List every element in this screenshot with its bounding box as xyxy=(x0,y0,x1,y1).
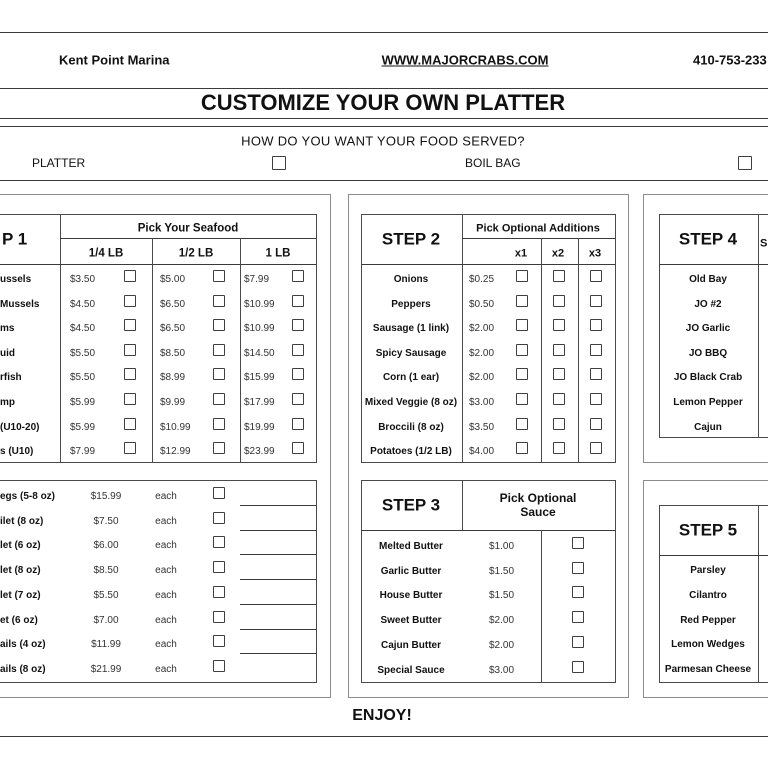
seafood-checkbox[interactable] xyxy=(292,270,304,282)
sauce-item-price: $1.50 xyxy=(489,590,515,602)
seafood-price: $5.50 xyxy=(70,372,96,384)
sauce-item-name: Melted Butter xyxy=(379,541,443,552)
extra-item-unit: each xyxy=(155,565,177,577)
sauce-item-price: $2.00 xyxy=(489,615,515,627)
seafood-price: $14.50 xyxy=(244,347,275,359)
seafood-price: $6.50 xyxy=(160,323,186,335)
quantity-blank-line xyxy=(240,505,316,506)
serving-question: HOW DO YOU WANT YOUR FOOD SERVED? xyxy=(241,133,525,149)
addition-checkbox[interactable] xyxy=(553,295,565,307)
addition-checkbox[interactable] xyxy=(516,344,528,356)
addition-checkbox[interactable] xyxy=(590,295,602,307)
divider xyxy=(0,264,316,265)
seafood-checkbox[interactable] xyxy=(213,393,225,405)
seafood-checkbox[interactable] xyxy=(124,442,136,454)
sauce-checkbox[interactable] xyxy=(572,661,584,673)
seafood-checkbox[interactable] xyxy=(292,368,304,380)
divider xyxy=(462,480,463,530)
seasoning-item-name: JO Black Crab xyxy=(673,372,743,384)
seafood-price: $3.50 xyxy=(70,274,96,285)
platter-checkbox[interactable] xyxy=(272,156,286,170)
divider xyxy=(462,214,463,462)
step2-label: STEP 2 xyxy=(381,229,441,249)
quantity-blank-line xyxy=(240,629,316,630)
divider xyxy=(0,118,768,119)
addition-checkbox[interactable] xyxy=(553,368,565,380)
addition-checkbox[interactable] xyxy=(553,270,565,282)
quantity-blank-line xyxy=(240,604,316,605)
step3-heading: Pick Optional Sauce xyxy=(499,491,577,519)
addition-item-price: $2.00 xyxy=(469,347,495,359)
addition-checkbox[interactable] xyxy=(516,368,528,380)
seafood-price: $10.99 xyxy=(244,298,275,310)
sauce-item-price: $2.00 xyxy=(489,639,515,651)
boil-bag-checkbox[interactable] xyxy=(738,156,752,170)
seafood-checkbox[interactable] xyxy=(124,368,136,380)
seasoning-item-name: JO #2 xyxy=(694,298,722,310)
divider xyxy=(758,214,759,437)
addition-item-price: $3.00 xyxy=(469,397,495,408)
addition-checkbox[interactable] xyxy=(590,393,602,405)
seafood-price: $6.50 xyxy=(160,298,186,310)
extra-item-price: $5.50 xyxy=(93,589,119,601)
addition-checkbox[interactable] xyxy=(553,393,565,405)
quantity-blank-line xyxy=(240,554,316,555)
seafood-item-name: Mussels xyxy=(0,298,40,310)
seafood-checkbox[interactable] xyxy=(124,270,136,282)
addition-item-name: Mixed Veggie (8 oz) xyxy=(364,397,458,408)
addition-item-name: Spicy Sausage xyxy=(375,347,447,359)
seafood-checkbox[interactable] xyxy=(292,319,304,331)
seafood-item-name: ms xyxy=(0,323,15,335)
extra-item-name: let (7 oz) xyxy=(0,589,41,601)
seafood-checkbox[interactable] xyxy=(213,319,225,331)
extra-item-checkbox[interactable] xyxy=(213,512,225,524)
extra-item-checkbox[interactable] xyxy=(213,536,225,548)
extra-item-name: let (6 oz) xyxy=(0,540,41,552)
seafood-price: $10.99 xyxy=(160,421,191,433)
column-header-x3: x3 xyxy=(588,247,602,260)
addition-checkbox[interactable] xyxy=(590,344,602,356)
seafood-checkbox[interactable] xyxy=(213,344,225,356)
seasoning-item-name: Lemon Pepper xyxy=(673,397,743,408)
extra-item-unit: each xyxy=(155,491,177,502)
sauce-checkbox[interactable] xyxy=(572,611,584,623)
extra-item-price: $7.00 xyxy=(93,614,119,626)
garnish-item-name: Lemon Wedges xyxy=(671,639,745,651)
seafood-price: $7.99 xyxy=(244,274,270,285)
seafood-checkbox[interactable] xyxy=(213,418,225,430)
quantity-blank-line xyxy=(240,579,316,580)
addition-checkbox[interactable] xyxy=(553,418,565,430)
seafood-checkbox[interactable] xyxy=(124,295,136,307)
extra-item-unit: each xyxy=(155,515,177,527)
sauce-item-name: Garlic Butter xyxy=(380,565,442,577)
divider xyxy=(361,264,615,265)
seafood-checkbox[interactable] xyxy=(124,393,136,405)
extra-item-unit: each xyxy=(155,614,177,626)
seafood-checkbox[interactable] xyxy=(124,418,136,430)
seafood-item-name: ussels xyxy=(0,274,32,285)
extra-item-checkbox[interactable] xyxy=(213,487,225,499)
extra-item-name: let (8 oz) xyxy=(0,565,41,577)
sauce-checkbox[interactable] xyxy=(572,562,584,574)
addition-checkbox[interactable] xyxy=(590,368,602,380)
garnish-item-name: Parsley xyxy=(690,565,726,576)
seafood-checkbox[interactable] xyxy=(213,368,225,380)
seafood-checkbox[interactable] xyxy=(124,319,136,331)
quantity-blank-line xyxy=(240,530,316,531)
seafood-checkbox[interactable] xyxy=(213,442,225,454)
seafood-checkbox[interactable] xyxy=(292,393,304,405)
website-link[interactable]: WWW.MAJORCRABS.COM xyxy=(381,52,549,68)
seafood-price: $12.99 xyxy=(160,446,191,458)
seasoning-item-name: JO BBQ xyxy=(688,347,728,359)
addition-item-name: Broccili (8 oz) xyxy=(378,421,444,433)
sauce-item-name: Special Sauce xyxy=(377,664,445,676)
phone-number: 410-753-233 xyxy=(693,52,767,68)
divider xyxy=(541,530,542,682)
seafood-price: $9.99 xyxy=(160,397,186,408)
seafood-price: $17.99 xyxy=(244,397,275,408)
sauce-item-name: Cajun Butter xyxy=(381,639,441,651)
divider xyxy=(0,126,768,127)
extra-item-checkbox[interactable] xyxy=(213,635,225,647)
addition-checkbox[interactable] xyxy=(590,442,602,454)
seafood-item-name: rfish xyxy=(0,372,22,384)
addition-checkbox[interactable] xyxy=(516,442,528,454)
addition-checkbox[interactable] xyxy=(553,344,565,356)
addition-item-price: $2.00 xyxy=(469,372,495,384)
extra-item-name: ails (8 oz) xyxy=(0,663,46,675)
seafood-checkbox[interactable] xyxy=(292,344,304,356)
extra-item-price: $6.00 xyxy=(93,540,119,552)
extra-item-unit: each xyxy=(155,589,177,601)
seafood-price: $5.50 xyxy=(70,347,96,359)
extra-item-checkbox[interactable] xyxy=(213,611,225,623)
seafood-checkbox[interactable] xyxy=(213,270,225,282)
divider xyxy=(758,505,759,682)
seafood-price: $19.99 xyxy=(244,421,275,433)
step4-label: STEP 4 xyxy=(678,229,738,249)
seafood-price: $7.99 xyxy=(70,446,96,458)
divider xyxy=(60,214,61,462)
addition-checkbox[interactable] xyxy=(516,270,528,282)
divider xyxy=(0,180,768,181)
divider xyxy=(240,238,241,462)
seafood-price: $5.00 xyxy=(160,274,186,285)
extra-item-name: ails (4 oz) xyxy=(0,639,46,651)
sauce-item-price: $1.00 xyxy=(489,541,515,552)
column-header-one-lb: 1 LB xyxy=(265,247,291,260)
sauce-checkbox[interactable] xyxy=(572,537,584,549)
garnish-item-name: Parmesan Cheese xyxy=(664,664,752,676)
divider xyxy=(462,238,615,239)
divider xyxy=(541,238,542,462)
seafood-checkbox[interactable] xyxy=(292,418,304,430)
serving-option-platter-label: PLATTER xyxy=(32,156,86,170)
extra-item-name: et (6 oz) xyxy=(0,614,38,626)
extra-item-unit: each xyxy=(155,639,177,651)
seafood-price: $8.99 xyxy=(160,372,186,384)
step1-heading: Pick Your Seafood xyxy=(137,222,239,235)
extra-item-name: egs (5-8 oz) xyxy=(0,491,56,502)
quantity-blank-line xyxy=(240,653,316,654)
extra-item-checkbox[interactable] xyxy=(213,561,225,573)
garnish-item-name: Red Pepper xyxy=(680,614,736,626)
addition-checkbox[interactable] xyxy=(516,319,528,331)
seafood-item-name: mp xyxy=(0,397,15,408)
extra-item-price: $8.50 xyxy=(93,565,119,577)
seafood-price: $8.50 xyxy=(160,347,186,359)
sauce-checkbox[interactable] xyxy=(572,586,584,598)
step5-label: STEP 5 xyxy=(678,520,738,540)
divider xyxy=(0,88,768,89)
addition-checkbox[interactable] xyxy=(590,270,602,282)
addition-checkbox[interactable] xyxy=(590,418,602,430)
extra-item-unit: each xyxy=(155,540,177,552)
divider xyxy=(361,530,615,531)
seafood-price: $4.50 xyxy=(70,298,96,310)
location-name: Kent Point Marina xyxy=(59,52,170,68)
seafood-price: $5.99 xyxy=(70,397,96,408)
seafood-price: $15.99 xyxy=(244,372,275,384)
addition-item-price: $4.00 xyxy=(469,446,495,458)
step3-label: STEP 3 xyxy=(381,495,441,515)
addition-checkbox[interactable] xyxy=(516,418,528,430)
divider xyxy=(659,555,768,556)
addition-checkbox[interactable] xyxy=(516,295,528,307)
addition-checkbox[interactable] xyxy=(516,393,528,405)
seasoning-item-name: Cajun xyxy=(694,421,722,433)
addition-item-name: Onions xyxy=(393,274,429,285)
step1-label: P 1 xyxy=(2,229,28,249)
column-header-x1: x1 xyxy=(514,247,528,260)
addition-item-price: $3.50 xyxy=(469,421,495,433)
seafood-item-name: (U10-20) xyxy=(0,421,40,433)
divider xyxy=(0,736,768,737)
garnish-item-name: Cilantro xyxy=(689,589,727,601)
extra-item-price: $11.99 xyxy=(91,639,121,651)
seafood-checkbox[interactable] xyxy=(292,295,304,307)
column-header-half-lb: 1/2 LB xyxy=(178,247,214,260)
addition-item-name: Peppers xyxy=(391,298,431,310)
divider xyxy=(659,264,768,265)
sauce-item-name: Sweet Butter xyxy=(380,615,442,627)
sauce-item-price: $3.00 xyxy=(489,664,515,676)
addition-item-price: $0.50 xyxy=(469,298,495,310)
extra-item-price: $15.99 xyxy=(90,491,122,502)
extra-item-price: $7.50 xyxy=(93,515,119,527)
extra-item-checkbox[interactable] xyxy=(213,660,225,672)
seafood-price: $4.50 xyxy=(70,323,96,335)
seafood-item-name: uid xyxy=(0,347,15,359)
addition-item-name: Potatoes (1/2 LB) xyxy=(370,446,452,458)
divider xyxy=(60,238,316,239)
seafood-checkbox[interactable] xyxy=(292,442,304,454)
sauce-checkbox[interactable] xyxy=(572,636,584,648)
step2-heading: Pick Optional Additions xyxy=(476,222,600,235)
footer-text: ENJOY! xyxy=(352,707,412,724)
page-title: CUSTOMIZE YOUR OWN PLATTER xyxy=(200,90,566,115)
column-header-x2: x2 xyxy=(551,247,565,260)
seafood-price: $10.99 xyxy=(244,323,275,335)
sauce-item-name: House Butter xyxy=(379,590,443,602)
addition-item-price: $2.00 xyxy=(469,323,495,335)
divider xyxy=(152,238,153,462)
serving-option-boil-bag-label: BOIL BAG xyxy=(465,156,521,170)
seafood-checkbox[interactable] xyxy=(124,344,136,356)
extra-item-price: $21.99 xyxy=(90,663,122,675)
seafood-price: $23.99 xyxy=(244,446,275,458)
addition-item-price: $0.25 xyxy=(469,274,495,285)
addition-checkbox[interactable] xyxy=(553,319,565,331)
seafood-checkbox[interactable] xyxy=(213,295,225,307)
column-header-quarter-lb: 1/4 LB xyxy=(88,247,124,260)
addition-item-name: Sausage (1 link) xyxy=(372,323,450,335)
seasoning-item-name: JO Garlic xyxy=(685,323,731,335)
extra-item-name: ilet (8 oz) xyxy=(0,515,44,527)
step4-heading: S xyxy=(760,237,768,250)
divider xyxy=(578,238,579,462)
divider xyxy=(0,32,768,33)
addition-item-name: Corn (1 ear) xyxy=(382,372,440,384)
addition-checkbox[interactable] xyxy=(553,442,565,454)
sauce-item-price: $1.50 xyxy=(489,565,515,577)
extra-item-checkbox[interactable] xyxy=(213,586,225,598)
seafood-item-name: s (U10) xyxy=(0,446,34,458)
addition-checkbox[interactable] xyxy=(590,319,602,331)
seafood-price: $5.99 xyxy=(70,421,96,433)
seasoning-item-name: Old Bay xyxy=(689,274,727,285)
extra-item-unit: each xyxy=(155,663,177,675)
